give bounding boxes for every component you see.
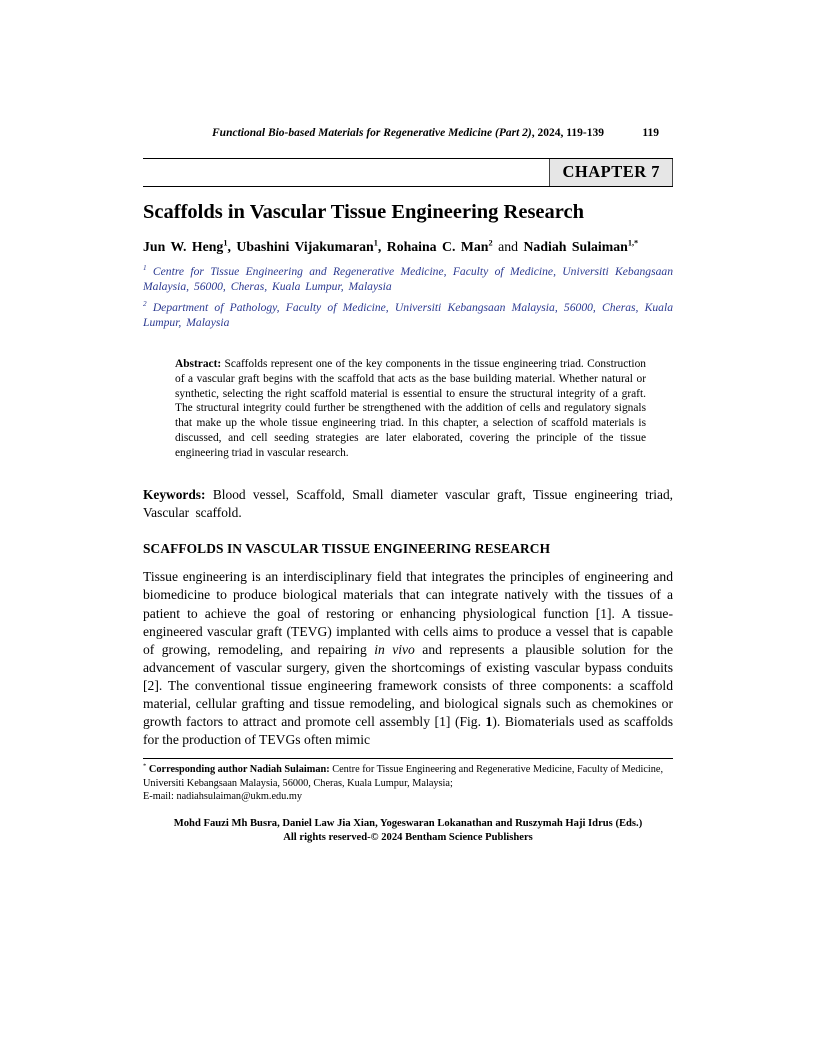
author-2: Ubashini Vijakumaran (236, 238, 374, 254)
document-page (143, 0, 673, 1056)
keywords-text: Blood vessel, Scaffold, Small diameter vascular graft, Tissue engineering triad, Vascular scaffold. (143, 487, 673, 521)
author-3: Rohaina C. Man (386, 238, 489, 254)
author-2-affiliation-marker: 1 (373, 237, 378, 247)
footer-editors: Mohd Fauzi Mh Busra, Daniel Law Jia Xian, Yogeswaran Lokanathan and Ruszymah Haji Idrus (Eds.) (173, 818, 643, 830)
affiliation-1-text: Centre for Tissue Engineering and Regenerative Medicine, Faculty of Medicine, Universiti Kebangsaan Malaysia, 56000, Cheras, Kuala Lumpur, Malaysia (143, 265, 673, 294)
body-text-part-2: and represents a plausible solution for the advancement of vascular surgery, given the shortcomings of existing vascular bypass conduits [2]. The conventional tissue engineering framework consists of three components: a scaffold material, cellular grafting and tissue remodeling, and biological signals such as chemokines or growth factors to attract and promote cell assembly [1] (Fig. (143, 641, 673, 730)
footnote-text: Centre for Tissue Engineering and Regenerative Medicine, Faculty of Medicine, Universiti Kebangsaan Malaysia, 56000, Cheras, Kuala Lumpur, Malaysia; (143, 764, 664, 789)
running-head-issue-info: , 2024, 119-139 (531, 127, 604, 139)
author-4: Nadiah Sulaiman (523, 238, 628, 254)
author-separator: , (377, 238, 387, 254)
footnote-divider (143, 758, 673, 759)
footer-rights: All rights reserved-© 2024 Bentham Science Publishers (283, 832, 533, 844)
book-footer (143, 817, 673, 845)
affiliation-2 (143, 300, 673, 330)
abstract-text: Scaffolds represent one of the key components in the tissue engineering triad. Construction of a vascular graft begins with the scaffold that acts as the base building material. Whether natural or synthetic, selecting the right scaffold material is essential to ensure the structural integrity of a graft. The structural integrity could further be strengthened with the addition of cells and regulatory signals that make up the whole tissue engineering triad. In this chapter, a selection of scaffold materials is discussed, and cell seeding strategies are later elaborated, covering the principle of the tissue engineering triad in vascular research. (175, 358, 646, 459)
abstract-label: Abstract: (175, 358, 222, 371)
keywords-label: Keywords: (143, 487, 206, 503)
authors-line (143, 238, 673, 256)
page-number: 119 (642, 127, 659, 139)
author-separator: , (227, 238, 237, 254)
section-heading: SCAFFOLDS IN VASCULAR TISSUE ENGINEERING RESEARCH (143, 541, 551, 557)
running-head-book-title: Functional Bio-based Materials for Regenerative Medicine (Part 2) (212, 127, 532, 139)
body-text-in-vivo: in vivo (374, 641, 415, 657)
running-head (143, 127, 673, 142)
figure-1-reference: 1 (485, 714, 493, 730)
body-text-part-3: ). Biomaterials used as scaffolds for the production of TEVGs often mimic (143, 714, 673, 748)
author-1-affiliation-marker: 1 (223, 237, 228, 247)
abstract (175, 357, 646, 460)
author-4-affiliation-marker: 1,* (627, 237, 639, 247)
corresponding-author-footnote (143, 763, 673, 803)
chapter-label: CHAPTER 7 (549, 159, 673, 186)
footnote-email: E-mail: nadiahsulaiman@ukm.edu.my (143, 790, 303, 802)
chapter-title: Scaffolds in Vascular Tissue Engineering Research (143, 201, 585, 223)
affiliation-1-marker: 1 (143, 264, 147, 273)
affiliation-2-marker: 2 (143, 300, 147, 309)
chapter-band (143, 158, 673, 187)
keywords (143, 486, 673, 522)
body-paragraph (143, 568, 673, 749)
affiliation-1 (143, 264, 673, 294)
body-text-part-1: Tissue engineering is an interdisciplinary field that integrates the principles of engineering and biomedicine to produce biological materials that can integrate natively with the tissues of a patient to achieve the goal of restoring or enhancing physiological function [1]. A tissue-engineered vascular graft (TEVG) implanted with cells aims to produce a vessel that is capable of growing, remodeling, and repairing (143, 569, 673, 657)
affiliation-2-text: Department of Pathology, Faculty of Medicine, Universiti Kebangsaan Malaysia, 56000, Cheras, Kuala Lumpur, Malaysia (143, 301, 673, 330)
affiliations (143, 264, 673, 330)
running-head-text (212, 127, 604, 139)
author-3-affiliation-marker: 2 (488, 237, 493, 247)
author-conjunction: and (492, 238, 524, 254)
author-1: Jun W. Heng (143, 238, 224, 254)
footnote-marker: * (143, 762, 147, 770)
footnote-label: Corresponding author Nadiah Sulaiman: (146, 764, 330, 776)
